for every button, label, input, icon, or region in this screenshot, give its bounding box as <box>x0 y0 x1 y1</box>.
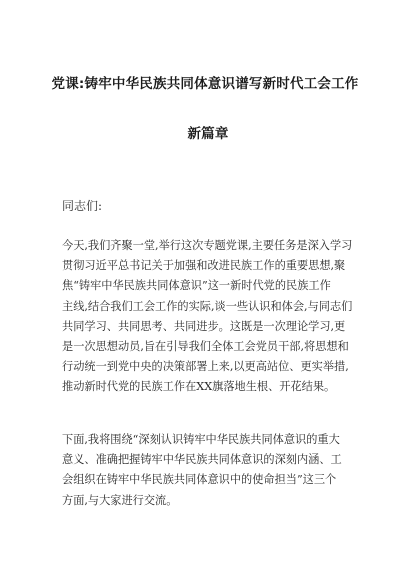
paragraph-line: 是一次思想动员,旨在引导我们全体工会党员干部,将思想和 <box>62 340 349 354</box>
paragraph-line: 贯彻习近平总书记关于加强和改进民族工作的重要思想,聚 <box>62 259 346 273</box>
paragraph-line: 共同学习、共同思考、共同进步。这既是一次理论学习,更 <box>62 319 346 333</box>
document-title: 党课:铸牢中华民族共同体意识谱写新时代工会工作 <box>51 76 359 92</box>
paragraph-line: 下面,我将围绕“深刻认识铸牢中华民族共同体意识的重大 <box>62 433 340 446</box>
paragraph-line: 意义、准确把握铸牢中华民族共同体意识的深刻内涵、工 <box>62 453 342 467</box>
paragraph-line: 今天,我们齐聚一堂,举行这次专题党课,主要任务是深入学习 <box>62 239 353 252</box>
paragraph-line: 会组织在铸牢中华民族共同体意识中的使命担当”这三个 <box>62 473 337 487</box>
paragraph-line: 焦“铸牢中华民族共同体意识”这一新时代党的民族工作 <box>62 279 331 293</box>
paragraph-outline <box>62 430 362 511</box>
paragraph-intro <box>62 236 362 398</box>
paragraph-line: 行动统一到党中央的决策部署上来,以更高站位、更实举措, <box>62 360 349 374</box>
greeting: 同志们: <box>62 199 103 213</box>
paragraph-line: 方面,与大家进行交流。 <box>62 493 178 507</box>
paragraph-line: 主线,结合我们工会工作的实际,谈一些认识和体会,与同志们 <box>62 299 353 313</box>
paragraph-line: 推动新时代党的民族工作在XX旗落地生根、开花结果。 <box>62 380 336 394</box>
document-title-continuation: 新篇章 <box>187 126 229 142</box>
